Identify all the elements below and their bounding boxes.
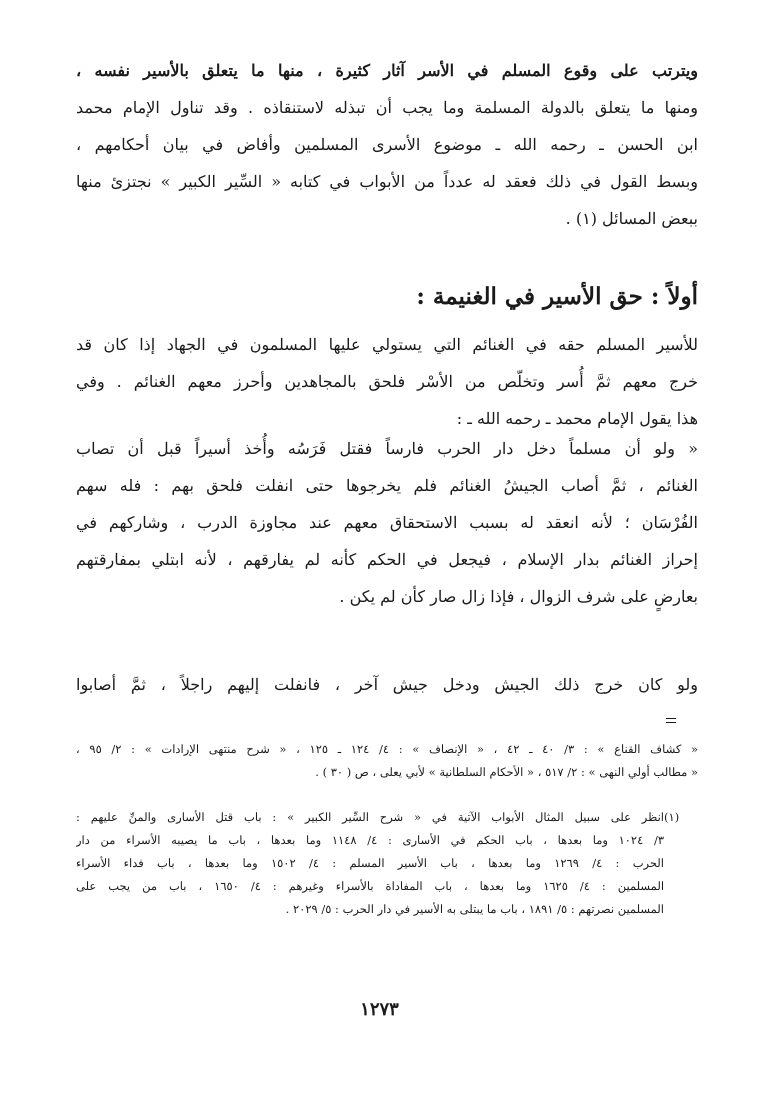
footnote-line: الحرب : ٤/ ١٢٦٩ وما بعدها ، باب الأسير المسلم : ٤/ ١٥٠٢ وما بعدها ، باب فداء الأسراء [76,856,664,870]
text-line: خرج معهم ثمَّ أُسر وتخلّص من الأسْر فلحق بالمجاهدين وأحرز معهم الغنائم . وفي [76,372,698,391]
text-line: إحراز الغنائم بدار الإسلام ، فيجعل في الحكم كأنه لم يفارقهم ، لأنه ابتلي بمفارقتهم [76,550,698,569]
text-line: ويترتب على وقوع المسلم في الأسر آثار كثيرة ، منها ما يتعلق بالأسير نفسه ، [76,61,698,80]
footnote-line: « كشاف القناع » : ٣/ ٤٠ ـ ٤٢ ، « الإنصاف » : ٤/ ١٢٤ ـ ١٢٥ ، « شرح منتهى الإرادات » : ٢/ ٩٥ ، [76,742,698,756]
footnote-number: (١) [664,810,680,824]
footnote-line: المسلمين نصرتهم : ٥/ ١٨٩١ ، باب ما يبتلى به الأسير في دار الحرب : ٥/ ٢٠٢٩ . [285,902,664,916]
footnote-line: المسلمين : ٤/ ١٦٢٥ وما بعدها ، باب المفاداة بالأسراء وغيرهم : ٤/ ١٦٥٠ ، باب من يجب على [76,879,664,893]
text-line: « ولو أن مسلماً دخل دار الحرب فارساً فقتل فَرَسُه وأُخذ أسيراً قبل أن تصاب [76,439,698,458]
section-heading: أولاً : حق الأسير في الغنيمة : [416,283,698,310]
text-line: ولو كان خرج ذلك الجيش ودخل جيش آخر ، فانفلت إليهم راجلاً ، ثمَّ أصابوا [76,675,698,694]
text-line: ومنها ما يتعلق بالدولة المسلمة وما يجب أن تبذله لاستنقاذه . وقد تناول الإمام محمد [76,98,698,117]
footnote-line: انظر على سبيل المثال الأبواب الآتية في « شرح السِّير الكبير » : باب قتل الأسارى والمنِّ عليهم : [76,810,664,824]
paragraph-2 [76,666,698,703]
footnote-line: « مطالب أولي النهى » : ٢/ ٥١٧ ، « الأحكام السلطانية » لأبي يعلى ، ص ( ٣٠ ) . [315,765,698,779]
intro-paragraph [76,52,698,237]
text-line: ابن الحسن ـ رحمه الله ـ موضوع الأسرى المسلمين وأفاض في بيان أحكامهم ، [76,135,698,154]
text-line: الغنائم ، ثمَّ أصاب الجيشُ الغنائم فلم يخرجوها حتى انفلت فلحق بهم : فله سهم [76,476,698,495]
footnote-1 [76,806,664,921]
text-line: هذا يقول الإمام محمد ـ رحمه الله ـ : [456,409,698,428]
footnote-separator [666,718,676,723]
text-line: الفُرْسَان ؛ لأنه انعقد له بسبب الاستحقاق معهم عند مجاوزة الدرب ، وشاركهم في [76,513,698,532]
text-line: بعارضٍ على شرف الزوال ، فإذا زال صار كأن لم يكن . [339,587,698,606]
text-line: للأسير المسلم حقه في الغنائم التي يستولي عليها المسلمون في الجهاد إذا كان قد [76,335,698,354]
paragraph-1 [76,326,698,437]
page-number: ١٢٧٣ [360,999,399,1020]
footnote-line: ٣/ ١٠٢٤ وما بعدها ، باب الحكم في الأسارى : ٤/ ١١٤٨ وما بعدها ، باب ما يصيبه الأسراء من دار [76,833,664,847]
text-line: ببعض المسائل (١) . [565,209,698,228]
quote-paragraph [76,430,698,615]
footnote-continued [76,738,698,784]
text-line: وبسط القول في ذلك فعقد له عدداً من الأبواب في كتابه « السِّير الكبير » نجتزئ منها [76,172,698,191]
